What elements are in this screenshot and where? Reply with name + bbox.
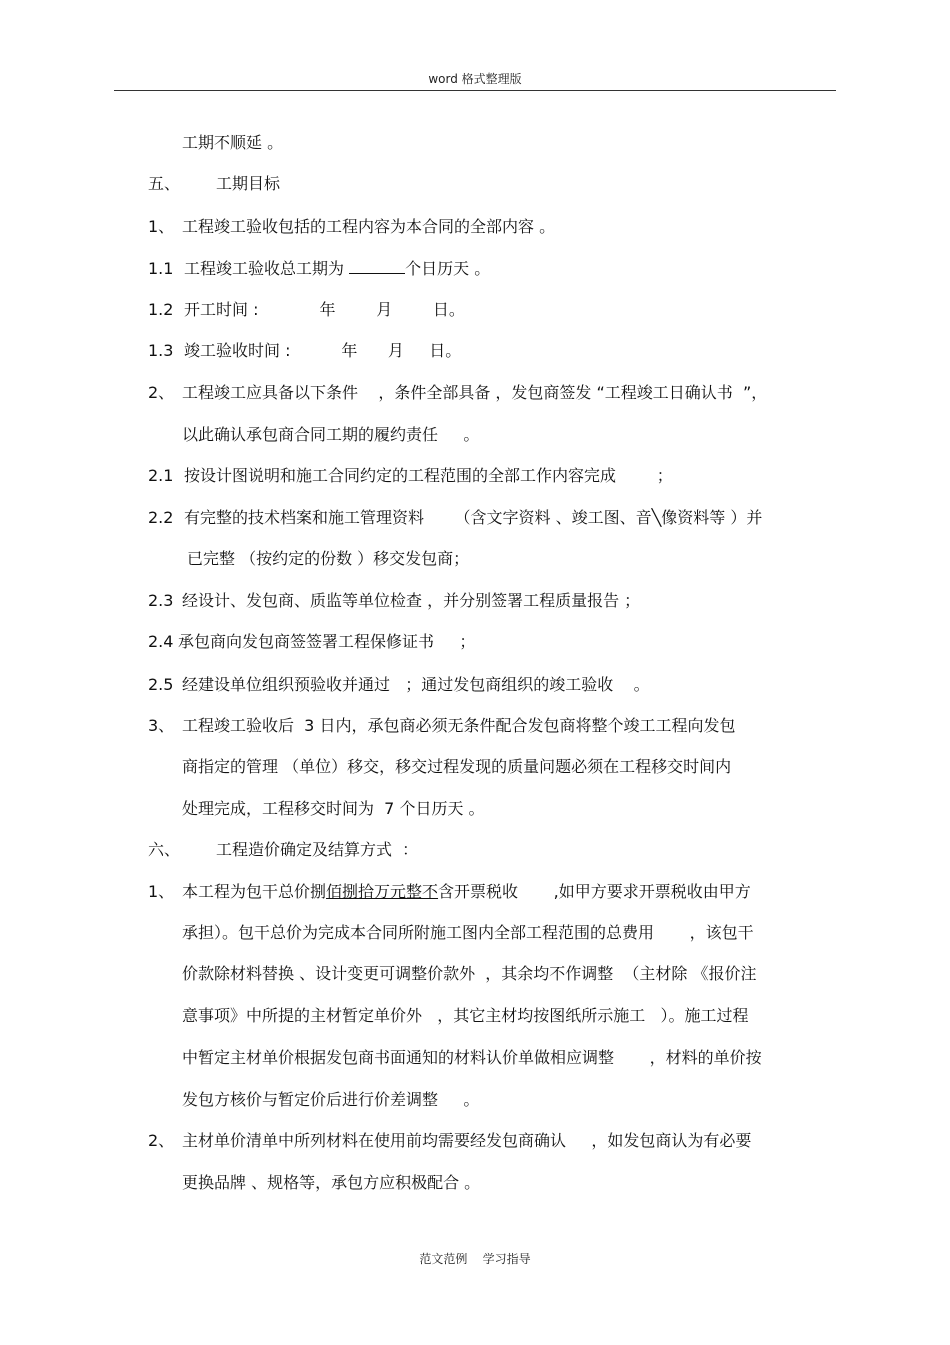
item-text-end: 含开票税收 ,如甲方要求开票税收由甲方: [438, 882, 751, 901]
section-title: 工程造价确定及结算方式 ：: [216, 840, 419, 859]
item-text: 竣工验收时间 : 年 月 日。: [184, 341, 462, 360]
item-number: 1、: [148, 882, 175, 901]
item-number: 1.2: [148, 300, 174, 319]
item-number: 1、: [148, 217, 175, 236]
item-text: 承包商向发包商签签署工程保修证书 ；: [178, 632, 476, 651]
item-text: 有完整的技术档案和施工管理资料 （含文字资料 、竣工图、音╲像资料等 ）并: [184, 508, 763, 527]
item-number: 2、: [148, 1131, 175, 1150]
body-line: 发包方核价与暂定价后进行价差调整 。: [182, 1090, 480, 1109]
item-number: 1.3: [148, 341, 174, 360]
item-number: 2、: [148, 383, 175, 402]
item-text: 工程竣工验收包括的工程内容为本合同的全部内容 。: [182, 217, 556, 236]
body-line: 承担）。包干总价为完成本合同所附施工图内全部工程范围的总费用 ，该包干: [182, 923, 754, 942]
body-line: 工期不顺延 。: [182, 133, 284, 152]
body-line: 已完整 （按约定的份数 ）移交发包商；: [187, 549, 470, 568]
body-line: 商指定的管理 （单位）移交，移交过程发现的质量问题必须在工程移交时间内: [182, 757, 732, 776]
section-title: 工期目标: [216, 174, 281, 193]
page-header: word 格式整理版: [428, 72, 522, 86]
item-number: 2.4: [148, 632, 174, 651]
body-line: 中暂定主材单价根据发包商书面通知的材料认价单做相应调整 ，材料的单价按: [182, 1048, 762, 1067]
page-footer: 范文范例 学习指导: [419, 1252, 531, 1266]
body-line: 以此确认承包商合同工期的履约责任 。: [182, 425, 480, 444]
item-text: 主材单价清单中所列材料在使用前均需要经发包商确认 ，如发包商认为有必要: [182, 1131, 752, 1150]
item-number: 2.2: [148, 508, 174, 527]
item-text: 按设计图说明和施工合同约定的工程范围的全部工作内容完成 ；: [184, 466, 673, 485]
item-text: 经设计、发包商、质监等单位检查 ，并分别签署工程质量报告 ；: [182, 591, 641, 610]
fill-in-blank: [349, 259, 405, 274]
item-text-end: 个日历天 。: [405, 259, 491, 278]
item-number: 2.5: [148, 675, 174, 694]
item-text: 经建设单位组织预验收并通过 ；通过发包商组织的竣工验收 。: [182, 675, 650, 694]
body-line: 处理完成，工程移交时间为 7 个日历天 。: [182, 799, 485, 818]
body-line: 意事项》中所提的主材暂定单价外 ，其它主材均按图纸所示施工 ）。施工过程: [182, 1006, 749, 1025]
header-divider: [114, 90, 836, 91]
item-text-start: 工程竣工验收总工期为: [184, 259, 345, 278]
item-text: [182, 881, 751, 903]
section-number: 五、: [148, 174, 181, 193]
item-text: 开工时间 : 年 月 日。: [184, 300, 465, 319]
item-text: [184, 258, 490, 280]
body-line: 更换品牌 、规格等，承包方应积极配合 。: [182, 1173, 481, 1192]
item-number: 2.1: [148, 466, 174, 485]
item-text: 工程竣工应具备以下条件 ，条件全部具备 ，发包商签发 “工程竣工日确认书 ”，: [182, 383, 768, 402]
item-number: 3、: [148, 716, 175, 735]
underlined-amount: 佰捌拾万元整不: [326, 882, 439, 901]
item-text-start: 本工程为包干总价捌: [182, 882, 327, 901]
item-number: 1.1: [148, 259, 174, 278]
item-number: 2.3: [148, 591, 174, 610]
section-number: 六、: [148, 840, 181, 859]
item-text: 工程竣工验收后 3 日内，承包商必须无条件配合发包商将整个竣工工程向发包: [182, 716, 736, 735]
body-line: 价款除材料替换 、设计变更可调整价款外 ，其余均不作调整 （主材除 《报价注: [182, 964, 757, 983]
